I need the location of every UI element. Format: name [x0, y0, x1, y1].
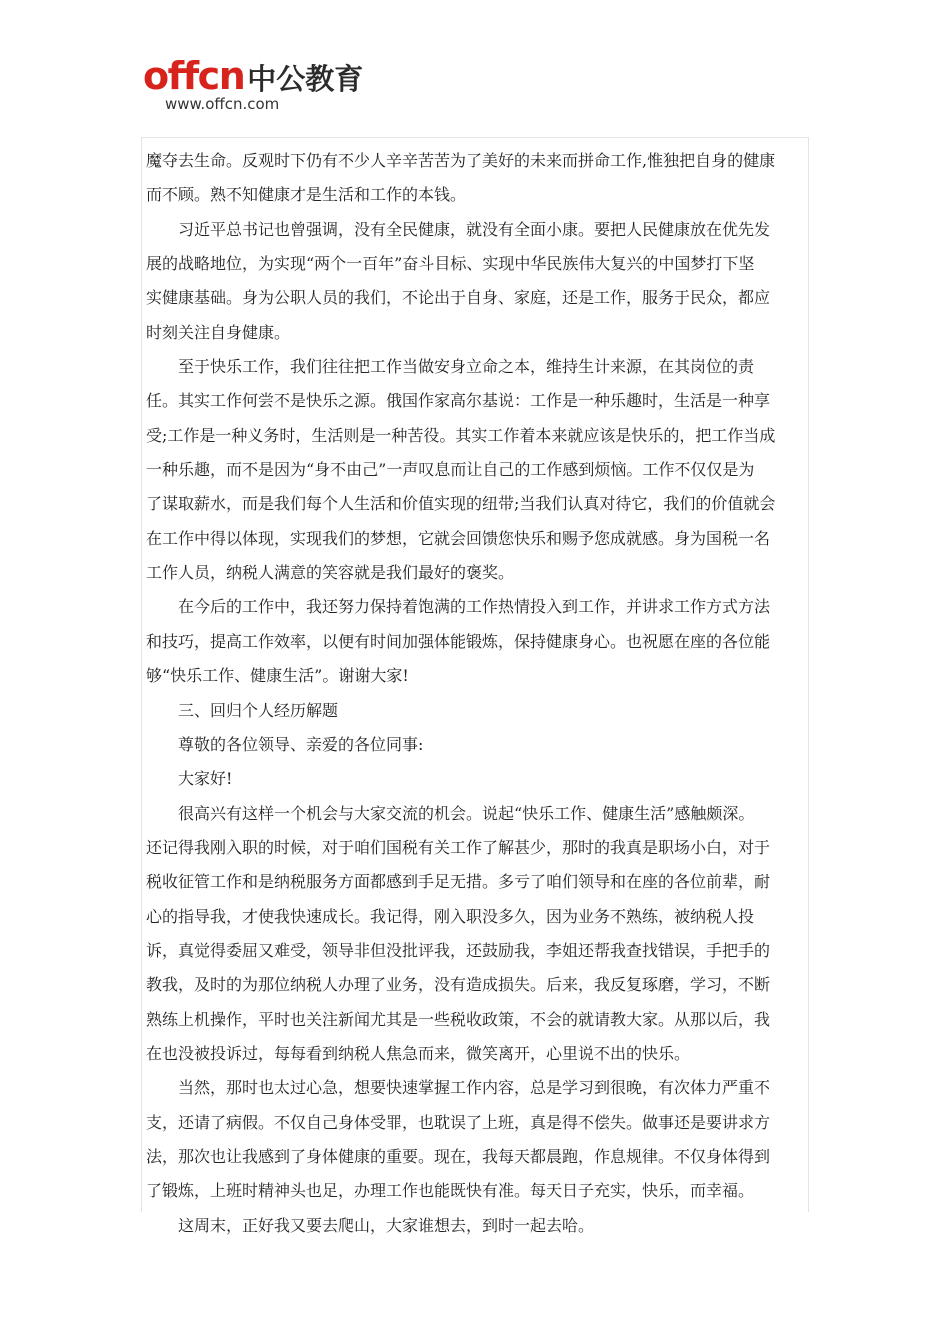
greeting: 大家好!: [178, 769, 233, 789]
text-line: 教我，及时的为那位纳税人办理了业务，没有造成损失。后来，我反复琢磨，学习，不断: [146, 975, 771, 995]
text-line: 习近平总书记也曾强调，没有全民健康，就没有全面小康。要把人民健康放在优先发: [178, 219, 771, 239]
text-line: 时刻关注自身健康。: [146, 322, 291, 342]
text-line: 工作人员，纳税人满意的笑容就是我们最好的褒奖。: [146, 563, 515, 583]
text-line: 了锻炼，上班时精神头也足，办理工作也能既快有准。每天日子充实，快乐，而幸福。: [146, 1181, 755, 1201]
text-line: 而不顾。熟不知健康才是生活和工作的本钱。: [146, 185, 467, 205]
text-line: 当然，那时也太过心急，想要快速掌握工作内容，总是学习到很晚，有次体力严重不: [178, 1078, 771, 1098]
text-line: 和技巧，提高工作效率，以便有时间加强体能锻炼，保持健康身心。也祝愿在座的各位能: [146, 631, 771, 651]
text-line: 任。其实工作何尝不是快乐之源。俄国作家高尔基说：工作是一种乐趣时，生活是一种享: [146, 391, 771, 411]
text-line: 在也没被投诉过，每每看到纳税人焦急而来，微笑离开，心里说不出的快乐。: [146, 1043, 691, 1063]
logo-url: www.offcn.com: [165, 95, 280, 113]
text-line: 魔夺去生命。反观时下仍有不少人辛辛苦苦为了美好的未来而拼命工作,惟独把自身的健康: [146, 151, 776, 170]
text-line: 心的指导我，才使我快速成长。我记得，刚入职没多久，因为业务不熟练，被纳税人投: [146, 906, 755, 926]
logo-latin-text: offcn: [143, 54, 245, 98]
logo-mark: [143, 56, 363, 99]
text-line: 还记得我刚入职的时候，对于咱们国税有关工作了解甚少，那时的我真是职场小白，对于: [146, 837, 771, 857]
text-line: 受;工作是一种义务时，生活则是一种苦役。其实工作着本来就应该是快乐的，把工作当成: [146, 425, 776, 445]
text-line: 法，那次也让我感到了身体健康的重要。现在，我每天都晨跑，作息规律。不仅身体得到: [146, 1146, 771, 1166]
text-line: 支，还请了病假。不仅自己身体受罪，也耽误了上班，真是得不偿失。做事还是要讲求方: [146, 1112, 771, 1132]
salutation: 尊敬的各位领导、亲爱的各位同事:: [178, 734, 424, 754]
text-line: 在今后的工作中，我还努力保持着饱满的工作热情投入到工作，并讲求工作方式方法: [178, 597, 771, 617]
logo-chinese-text: 中公教育: [247, 62, 364, 96]
text-line: 在工作中得以体现，实现我们的梦想，它就会回馈您快乐和赐予您成就感。身为国税一名: [146, 528, 771, 548]
text-line: 这周末，正好我又要去爬山，大家谁想去，到时一起去哈。: [178, 1215, 595, 1235]
text-line: 一种乐趣，而不是因为“身不由己”一声叹息而让自己的工作感到烦恼。工作不仅仅是为: [146, 460, 755, 480]
offcn-logo: [143, 56, 383, 120]
text-line: 熟练上机操作，平时也关注新闻尤其是一些税收政策，不会的就请教大家。从那以后，我: [146, 1009, 771, 1029]
text-line: 够“快乐工作、健康生活”。谢谢大家!: [146, 666, 409, 686]
text-line: 至于快乐工作，我们往往把工作当做安身立命之本，维持生计来源，在其岗位的责: [178, 357, 755, 377]
text-line: 展的战略地位，为实现“两个一百年”奋斗目标、实现中华民族伟大复兴的中国梦打下坚: [146, 254, 755, 274]
section-heading: 三、回归个人经历解题: [178, 700, 339, 720]
text-line: 税收征管工作和是纳税服务方面都感到手足无措。多亏了咱们领导和在座的各位前辈，耐: [146, 872, 771, 892]
text-line: 了谋取薪水，而是我们每个人生活和价值实现的纽带;当我们认真对待它，我们的价值就会: [146, 494, 776, 514]
document-body: [141, 137, 809, 1235]
text-line: 诉，真觉得委屈又难受，领导非但没批评我，还鼓励我，李姐还帮我查找错误，手把手的: [146, 940, 771, 960]
text-line: 实健康基础。身为公职人员的我们，不论出于自身、家庭，还是工作，服务于民众，都应: [146, 288, 771, 308]
document-text: [146, 144, 808, 1243]
text-line: 很高兴有这样一个机会与大家交流的机会。说起“快乐工作、健康生活”感触颇深。: [178, 803, 755, 823]
